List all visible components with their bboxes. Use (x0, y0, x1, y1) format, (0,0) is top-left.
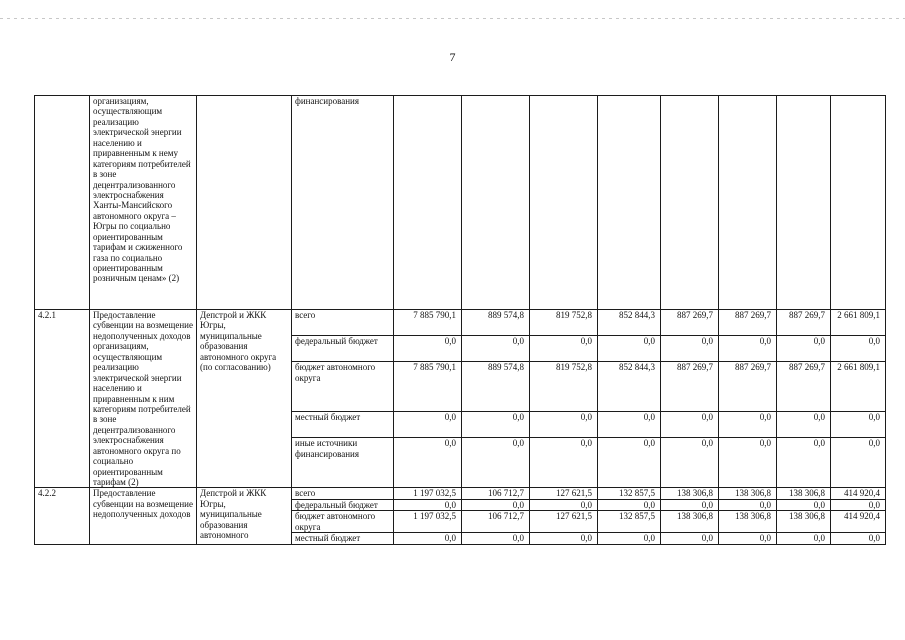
amount-cell: 887 269,7 (661, 310, 719, 336)
amount-cell: 0,0 (719, 438, 777, 488)
amount-cell (530, 96, 598, 310)
amount-cell: 0,0 (462, 499, 530, 510)
funding-source: местный бюджет (292, 533, 394, 544)
amount-cell: 0,0 (530, 412, 598, 438)
amount-cell: 106 712,7 (462, 511, 530, 533)
table-row (35, 488, 886, 499)
amount-cell: 0,0 (661, 499, 719, 510)
amount-cell: 7 885 790,1 (394, 362, 462, 412)
amount-cell: 0,0 (530, 499, 598, 510)
amount-cell: 819 752,8 (530, 310, 598, 336)
amount-cell: 106 712,7 (462, 488, 530, 499)
amount-cell: 0,0 (719, 336, 777, 362)
amount-cell: 0,0 (831, 533, 886, 544)
amount-cell (462, 96, 530, 310)
amount-cell: 414 920,4 (831, 511, 886, 533)
amount-cell: 0,0 (777, 412, 831, 438)
funding-source: федеральный бюджет (292, 336, 394, 362)
amount-cell (719, 96, 777, 310)
amount-cell: 1 197 032,5 (394, 511, 462, 533)
amount-cell: 0,0 (719, 412, 777, 438)
row-number: 4.2.2 (35, 488, 90, 544)
amount-cell: 0,0 (661, 412, 719, 438)
amount-cell: 0,0 (598, 438, 661, 488)
amount-cell: 2 661 809,1 (831, 310, 886, 336)
amount-cell (394, 96, 462, 310)
amount-cell: 0,0 (661, 438, 719, 488)
funding-source: бюджет автономного округа (292, 511, 394, 533)
amount-cell: 0,0 (598, 533, 661, 544)
amount-cell: 0,0 (598, 336, 661, 362)
amount-cell: 887 269,7 (777, 362, 831, 412)
amount-cell: 887 269,7 (719, 310, 777, 336)
amount-cell: 887 269,7 (661, 362, 719, 412)
amount-cell: 7 885 790,1 (394, 310, 462, 336)
amount-cell: 0,0 (462, 412, 530, 438)
funding-source: всего (292, 310, 394, 336)
amount-cell: 0,0 (777, 336, 831, 362)
measure-name: Предоставление субвенции на возмещение недополученных доходов организациям, осуществляющим реализацию электрической энергии населению и приравненным к ним категориям потребителей в зоне децентрализованного электроснабжения автономного округа по социально ориентированным тарифам (2) (90, 310, 197, 488)
amount-cell: 132 857,5 (598, 511, 661, 533)
amount-cell: 0,0 (394, 336, 462, 362)
row-number: 4.2.1 (35, 310, 90, 488)
amount-cell: 887 269,7 (777, 310, 831, 336)
amount-cell (661, 96, 719, 310)
amount-cell: 414 920,4 (831, 488, 886, 499)
amount-cell: 0,0 (719, 499, 777, 510)
amount-cell: 2 661 809,1 (831, 362, 886, 412)
amount-cell (598, 96, 661, 310)
amount-cell: 889 574,8 (462, 310, 530, 336)
amount-cell: 127 621,5 (530, 488, 598, 499)
amount-cell: 0,0 (831, 412, 886, 438)
amount-cell: 0,0 (598, 499, 661, 510)
amount-cell: 138 306,8 (719, 488, 777, 499)
amount-cell (777, 96, 831, 310)
funding-source: иные источники финансирования (292, 438, 394, 488)
amount-cell: 0,0 (777, 499, 831, 510)
amount-cell: 138 306,8 (719, 511, 777, 533)
amount-cell: 0,0 (394, 499, 462, 510)
amount-cell: 0,0 (661, 336, 719, 362)
table-row (35, 310, 886, 336)
executor-name (197, 96, 292, 310)
amount-cell (831, 96, 886, 310)
amount-cell: 0,0 (394, 438, 462, 488)
amount-cell: 127 621,5 (530, 511, 598, 533)
amount-cell: 0,0 (394, 533, 462, 544)
executor-name: Депстрой и ЖКК Югры, муниципальные образования автономного (197, 488, 292, 544)
amount-cell: 0,0 (831, 336, 886, 362)
amount-cell: 819 752,8 (530, 362, 598, 412)
top-scan-line (0, 18, 905, 19)
amount-cell: 0,0 (530, 336, 598, 362)
amount-cell: 138 306,8 (777, 488, 831, 499)
amount-cell: 0,0 (530, 533, 598, 544)
amount-cell: 0,0 (661, 533, 719, 544)
amount-cell: 0,0 (831, 499, 886, 510)
amount-cell: 889 574,8 (462, 362, 530, 412)
table-row (35, 96, 886, 310)
executor-name: Депстрой и ЖКК Югры, муниципальные образования автономного округа (по согласованию) (197, 310, 292, 488)
measure-name: Предоставление субвенции на возмещение недополученных доходов (90, 488, 197, 544)
amount-cell: 852 844,3 (598, 362, 661, 412)
amount-cell: 0,0 (394, 412, 462, 438)
funding-source: всего (292, 488, 394, 499)
page-number: 7 (449, 50, 456, 64)
measure-name: организациям, осуществляющим реализацию электрической энергии населению и приравненным к нему категориям потребителей в зоне децентрализованного электроснабжения Ханты-Мансийского автономного округа – Югры по социально ориентированным тарифам и сжиженного газа по социально ориентированным розничным ценам» (2) (90, 96, 197, 310)
amount-cell: 132 857,5 (598, 488, 661, 499)
page-bottom-margin (0, 590, 905, 640)
amount-cell: 0,0 (462, 438, 530, 488)
amount-cell: 0,0 (777, 533, 831, 544)
amount-cell: 1 197 032,5 (394, 488, 462, 499)
funding-source: федеральный бюджет (292, 499, 394, 510)
amount-cell: 0,0 (831, 438, 886, 488)
funding-source: финансирования (292, 96, 394, 310)
amount-cell: 887 269,7 (719, 362, 777, 412)
amount-cell: 0,0 (530, 438, 598, 488)
amount-cell: 0,0 (777, 438, 831, 488)
amount-cell: 0,0 (462, 533, 530, 544)
amount-cell: 138 306,8 (661, 488, 719, 499)
funding-source: местный бюджет (292, 412, 394, 438)
amount-cell: 852 844,3 (598, 310, 661, 336)
amount-cell: 0,0 (598, 412, 661, 438)
budget-table (34, 95, 886, 545)
amount-cell: 0,0 (462, 336, 530, 362)
amount-cell: 0,0 (719, 533, 777, 544)
amount-cell: 138 306,8 (777, 511, 831, 533)
amount-cell: 138 306,8 (661, 511, 719, 533)
funding-source: бюджет автономного округа (292, 362, 394, 412)
row-number (35, 96, 90, 310)
